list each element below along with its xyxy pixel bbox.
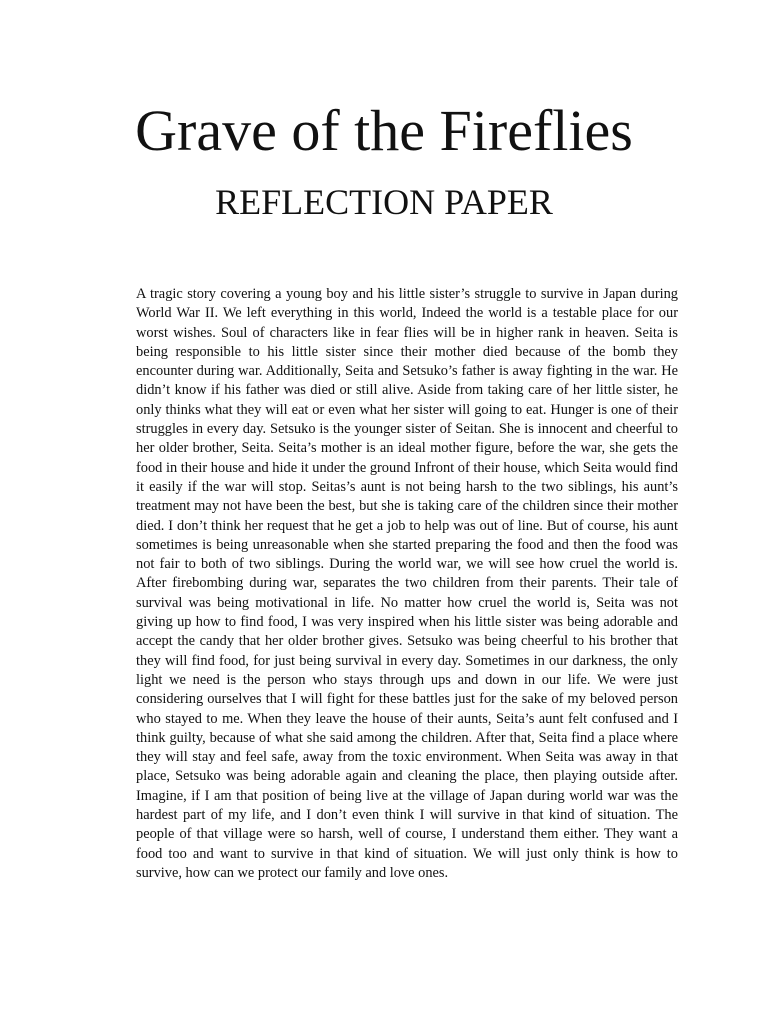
- body-paragraph: A tragic story covering a young boy and his little sister’s struggle to survive in Japan during World War II. We left everything in this world, Indeed the world is a testable place for our worst wishes. Soul of characters like in fear flies will be in higher rank in heaven. Seita is being responsible to his little sister since their mother died because of the bomb they encounter during war. Additionally, Seita and Setsuko’s father is away fighting in the war. He didn’t know if his father was died or still alive. Aside from taking care of her little sister, he only thinks what they will eat or even what her sister will going to eat. Hunger is one of their struggles in every day. Setsuko is the younger sister of Seitan. She is innocent and cheerful to her older brother, Seita. Seita’s mother is an ideal mother figure, before the war, she gets the food in their house and hide it under the ground Infront of their house, which Seita would find it easily if the war will stop. Seitas’s aunt is not being harsh to the two siblings, his aunt’s treatment may not have been the best, but she is taking care of the children since their mother died. I don’t think her request that he get a job to help was out of line. But of course, his aunt sometimes is being unreasonable when she started preparing the food and then the food was not fair to both of two siblings. During the world war, we will see how cruel the world is. After firebombing during war, separates the two children from their parents. Their tale of survival was being motivational in life. No matter how cruel the world is, Seita was not giving up how to find food, I was very inspired when his little sister was being adorable and accept the candy that her older brother gives. Setsuko was being cheerful to his brother that they will find food, for just being survival in every day. Sometimes in our darkness, the only light we need is the person who stays through ups and down in our life. We were just considering ourselves that I will fight for these battles just for the sake of my beloved person who stayed to me. When they leave the house of their aunts, Seita’s aunt felt confused and I think guilty, because of what she said among the children. After that, Seita find a place where they will stay and feel safe, away from the toxic environment. When Seita was away in that place, Setsuko was being adorable again and cleaning the place, then playing outside after. Imagine, if I am that position of being live at the village of Japan during world war was the hardest part of my life, and I don’t even think I will survive in that kind of situation. The people of that village were so harsh, well of course, I understand them either. They want a food too and want to survive in that kind of situation. We will just only think is how to survive, how can we protect our family and love ones.: [136, 286, 678, 881]
- document-subtitle: REFLECTION PAPER: [215, 182, 553, 222]
- document-title: Grave of the Fireflies: [135, 98, 633, 163]
